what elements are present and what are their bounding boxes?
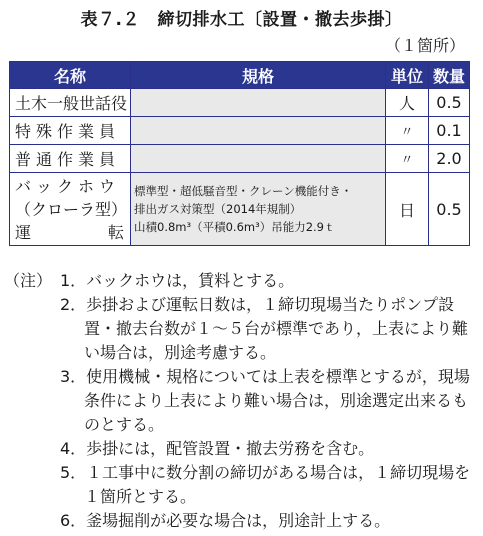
row-qty: 0.5 — [429, 89, 470, 117]
header-unit: 単位 — [386, 62, 429, 89]
table-row-backhoe — [10, 173, 470, 246]
header-qty: 数量 — [429, 62, 470, 89]
row-qty: 0.5 — [429, 173, 470, 246]
backhoe-name-line2: （クローラ型） — [15, 199, 128, 219]
notes-label: （注） — [4, 271, 53, 290]
row-unit: 人 — [386, 89, 429, 117]
header-name: 名称 — [10, 62, 131, 89]
header-spec: 規格 — [131, 62, 386, 89]
row-spec — [131, 89, 386, 117]
table-title: 表７.２ 締切排水工〔設置・撤去歩掛〕 — [80, 10, 403, 30]
notes-section — [4, 269, 476, 533]
table-row — [10, 117, 470, 145]
table-row — [10, 89, 470, 117]
table-header-row — [10, 62, 470, 89]
note-item: 4．歩掛には，配管設置・撤去労務を含む。 — [60, 439, 375, 458]
row-spec — [131, 173, 386, 246]
backhoe-spec-line1: 標準型・超低騒音型・クレーン機能付き・ — [134, 184, 353, 198]
row-qty: 0.1 — [429, 117, 470, 145]
note-item: 3．使用機械・規格については上表を標準とするが，現場条件により上表により難い場合は，別途選定出来るものとする。 — [60, 367, 470, 434]
note-item: 2．歩掛および運転日数は，１締切現場当たりポンプ設置・撤去台数が１～５台が標準であり，上表により難い場合は，別途考慮する。 — [60, 295, 469, 362]
unit-note: （１箇所） — [384, 36, 465, 55]
backhoe-name-line3 — [15, 221, 130, 244]
row-unit: 〃 — [386, 117, 429, 145]
row-unit: 〃 — [386, 145, 429, 173]
backhoe-name-line3a: 運 — [15, 222, 32, 242]
backhoe-spec-line2: 排出ガス対策型（2014年規制） — [134, 202, 302, 216]
backhoe-name-line1: バックホウ — [15, 176, 121, 196]
row-name: 普通作業員 — [10, 145, 131, 173]
note-item: 6．釜場掘削が必要な場合は，別途計上する。 — [60, 511, 391, 530]
row-unit: 日 — [386, 173, 429, 246]
productivity-table — [9, 61, 470, 246]
row-qty: 2.0 — [429, 145, 470, 173]
table-row — [10, 145, 470, 173]
backhoe-name-line3b: 転 — [107, 222, 124, 242]
note-row — [4, 269, 476, 293]
note-item: 5．１工事中に数分割の締切がある場合は，１締切現場を１箇所とする。 — [60, 463, 471, 506]
row-spec — [131, 117, 386, 145]
row-name: 土木一般世話役 — [10, 89, 131, 117]
row-name — [10, 173, 131, 246]
row-spec — [131, 145, 386, 173]
row-name: 特殊作業員 — [10, 117, 131, 145]
backhoe-spec-line3: 山積0.8m³（平積0.6m³）吊能力2.9ｔ — [134, 220, 336, 234]
note-item: 1．バックホウは，賃料とする。 — [60, 271, 295, 290]
